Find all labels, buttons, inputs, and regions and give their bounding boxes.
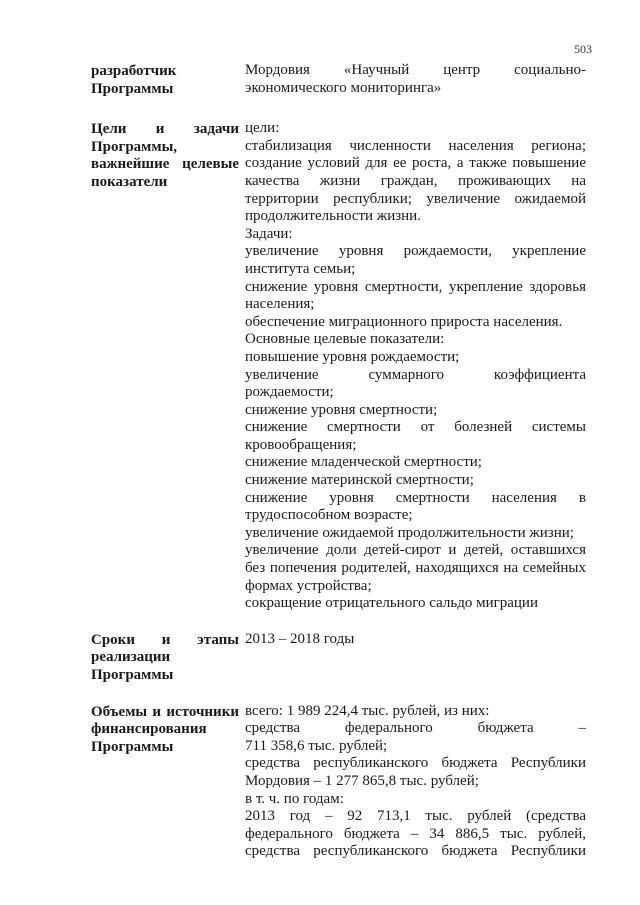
text-line: всего: 1 989 224,4 тыс. рублей, из них: xyxy=(245,702,490,719)
text-line: Задачи: xyxy=(245,225,293,242)
text-line: снижение материнской смертности; xyxy=(245,472,474,489)
text-line: 2013 – 2018 годы xyxy=(245,630,355,647)
row-value xyxy=(245,62,586,97)
text-line: увеличение суммарного коэффициента xyxy=(245,366,586,383)
row-label: Сроки и этапы реализации Программы xyxy=(91,631,239,683)
text-line: снижение уровня смертности, укрепление здоровья xyxy=(245,278,586,295)
text-line: Мордовия – 1 277 865,8 тыс. рублей; xyxy=(245,772,479,789)
text-line: увеличение доли детей-сирот и детей, оставшихся xyxy=(245,542,586,559)
row-label: Цели и задачи Программы, важнейшие целевые показатели xyxy=(91,121,239,190)
text-line: средства федерального бюджета – xyxy=(245,720,586,737)
text-line: кровообращения; xyxy=(245,436,357,453)
text-line: снижение смертности от болезней системы xyxy=(245,419,586,436)
text-line: снижение младенческой смертности; xyxy=(245,454,482,471)
row-developer xyxy=(91,62,586,98)
text-line: средства республиканского бюджета Республики xyxy=(245,843,586,860)
text-line: стабилизация численности населения региона; xyxy=(245,137,586,154)
row-label: Объемы и источники финансирования Программы xyxy=(91,703,239,755)
text-line: продолжительности жизни. xyxy=(245,208,421,225)
text-line: экономического мониторинга» xyxy=(245,79,442,96)
row-value xyxy=(245,631,586,649)
text-line: снижение уровня смертности населения в xyxy=(245,489,586,506)
text-line: снижение уровня смертности; xyxy=(245,401,438,418)
text-line: 711 358,6 тыс. рублей; xyxy=(245,737,388,754)
text-line: обеспечение миграционного прироста населения. xyxy=(245,313,563,330)
text-line: создание условий для ее роста, а также повышение xyxy=(245,155,586,172)
row-value xyxy=(245,120,586,613)
text-line: Основные целевые показатели: xyxy=(245,331,445,348)
page-number: 503 xyxy=(574,42,592,56)
text-line: населения; xyxy=(245,296,315,313)
row-value xyxy=(245,703,586,861)
program-passport-table xyxy=(91,62,586,861)
text-line: в т. ч. по годам: xyxy=(245,790,344,807)
text-line: трудоспособном возрасте; xyxy=(245,507,413,524)
text-line: повышение уровня рождаемости; xyxy=(245,348,460,365)
text-line: цели: xyxy=(245,120,280,137)
text-line: сокращение отрицательного сальдо миграции xyxy=(245,595,538,612)
text-line: формах устройства; xyxy=(245,577,372,594)
text-line: федерального бюджета – 34 886,5 тыс. рублей, xyxy=(245,825,586,842)
row-label: разработчик Программы xyxy=(91,63,177,97)
text-line: 2013 год – 92 713,1 тыс. рублей (средства xyxy=(245,808,586,825)
text-line: средства республиканского бюджета Республики xyxy=(245,755,586,772)
row-terms-stages xyxy=(91,631,586,685)
text-line: Мордовия «Научный центр социально- xyxy=(245,62,586,78)
text-line: без попечения родителей, находящихся на семейных xyxy=(245,560,586,577)
text-line: увеличение ожидаемой продолжительности жизни; xyxy=(245,524,574,541)
text-line: рождаемости; xyxy=(245,384,334,401)
row-goals-tasks xyxy=(91,120,586,613)
text-line: территории республики; увеличение ожидаемой xyxy=(245,190,586,207)
text-line: увеличение уровня рождаемости, укрепление xyxy=(245,243,586,260)
text-line: института семьи; xyxy=(245,260,356,277)
text-line: качества жизни граждан, проживающих на xyxy=(245,172,586,189)
row-funding xyxy=(91,703,586,861)
